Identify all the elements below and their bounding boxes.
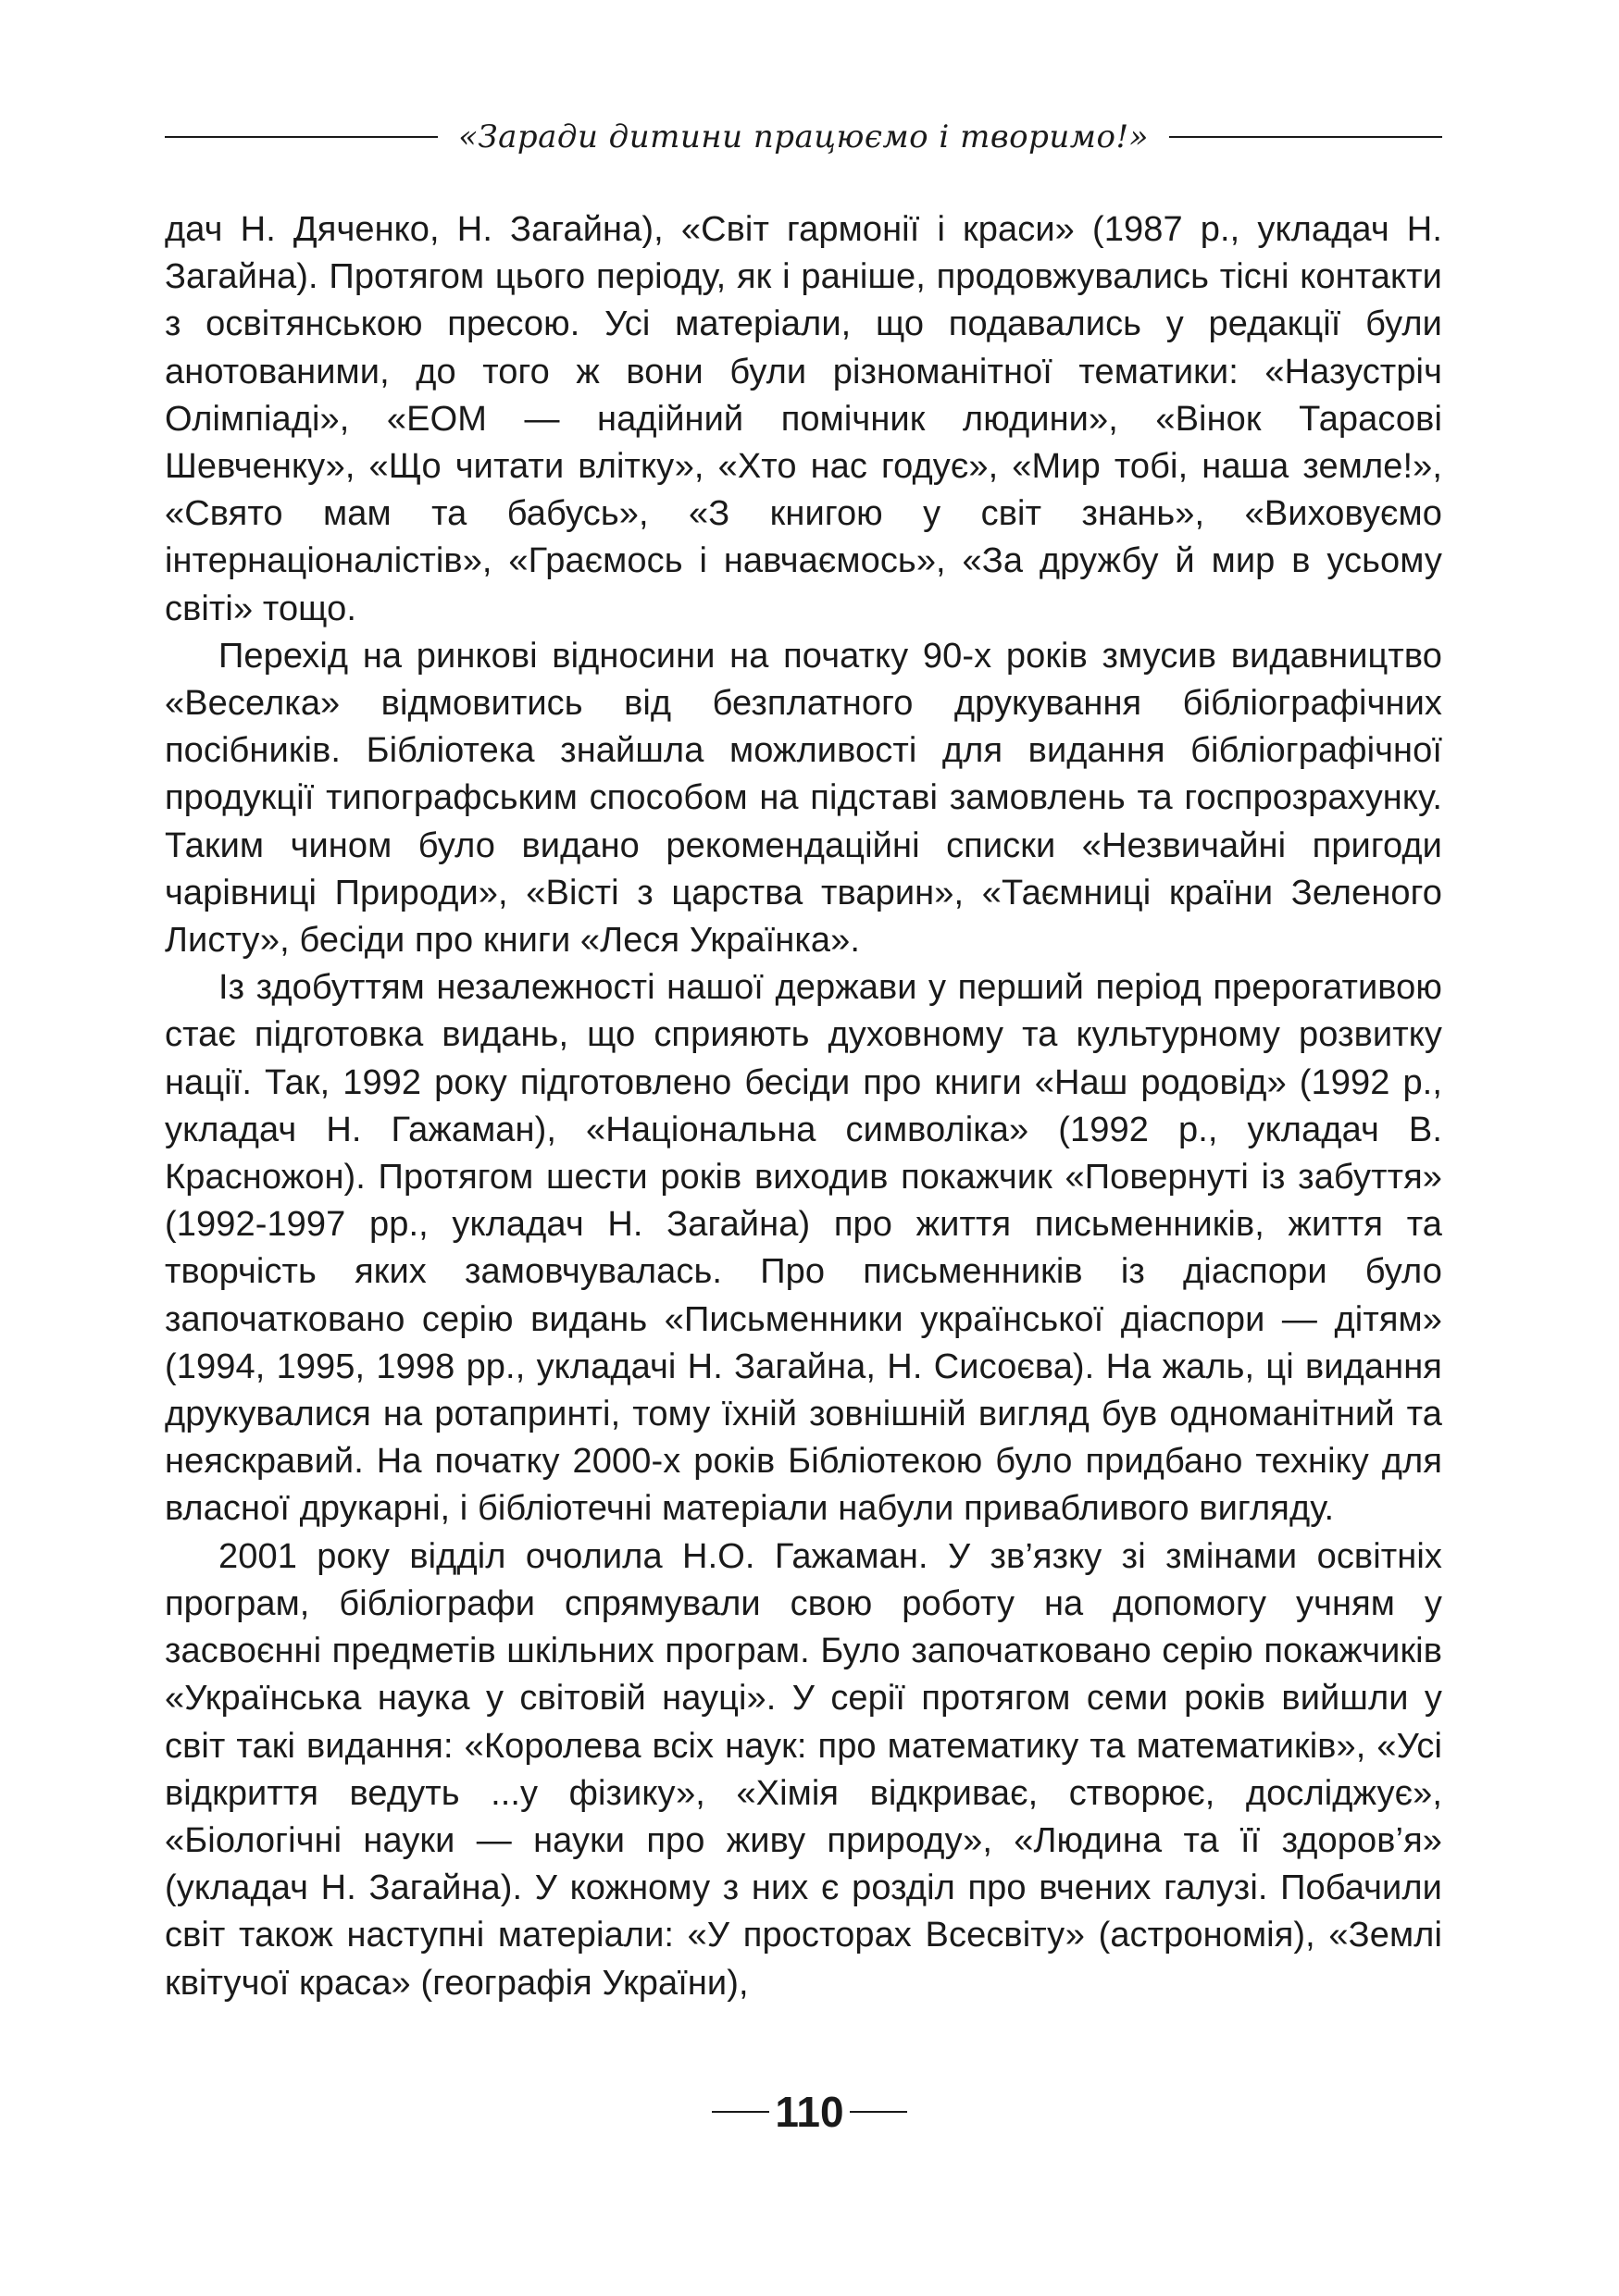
paragraph: Із здобуттям незалежності нашої держави у перший період прерогативою стає підготовка видань, що сприяють духовному та культурному розвитку нації. Так, 1992 року підготовлено бесіди про книги «Наш родовід» (1992 р., укладач Н. Гажаман), «Національна символіка» (1992 р., укладач В. Красножон). Протягом шести років виходив покажчик «Повернуті із забуття» (1992-1997 рр., укладач Н. Загайна) про життя письменників, життя та творчість яких замовчувалась. Про письменників із діаспори було започатковано серію видань «Письменники української діаспори — дітям» (1994, 1995, 1998 рр., укладачі Н. Загайна, Н. Сисоєва). На жаль, ці видання друкувалися на ротапринті, тому їхній зовнішній вигляд був одноманітний та неяскравий. На початку 2000-х років Бібліотекою було придбано техніку для власної друкарні, і бібліотечні матеріали набули привабливого вигляду. xyxy=(165,968,1442,1529)
body-text xyxy=(165,206,1442,2007)
running-head-rule-left xyxy=(165,136,438,138)
page-number-footer xyxy=(0,2084,1619,2140)
running-head-title: «Заради дитини працюємо і творимо!» xyxy=(458,118,1149,155)
page-number: 110 xyxy=(775,2088,844,2136)
paragraph: Перехід на ринкові відносини на початку 90-х років змусив видавництво «Веселка» відмовитись від безплатного друкування бібліографічних посібників. Бібліотека знайшла можливості для видання бібліографічної продукції типографським способом на підставі замовлень та госпрозрахунку. Таким чином було видано рекомендаційні списки «Незвичайні пригоди чарівниці Природи», «Вісті з царства тварин», «Таємниці країни Зеленого Листу», бесіди про книги «Леся Українка». xyxy=(165,636,1442,961)
folio-rule-left xyxy=(712,2111,769,2113)
paragraph: 2001 року відділ очолила Н.О. Гажаман. У зв’язку зі змінами освітніх програм, бібліографи спрямували свою роботу на допомогу учням у засвоєнні предметів шкільних програм. Було започатковано серію покажчиків «Українська наука у світовій науці». У серії протягом семи років вийшли у світ такі видання: «Королева всіх наук: про математику та математиків», «Усі відкриття ведуть ...у фізику», «Хімія відкриває, створює, досліджує», «Біологічні науки — науки про живу природу», «Людина та її здоров’я» (укладач Н. Загайна). У кожному з них є розділ про вчених галузі. Побачили світ також наступні матеріали: «У просторах Всесвіту» (астрономія), «Землі квітучої краса» (географія України), xyxy=(165,1536,1442,2003)
paragraph-continued: дач Н. Дяченко, Н. Загайна), «Світ гармонії і краси» (1987 р., укладач Н. Загайна). Протягом цього періоду, як і раніше, продовжувались тісні контакти з освітянською пресою. Усі матеріали, що подавались у редакції були анотованими, до того ж вони були різноманітної тематики: «Назустріч Олімпіаді», «ЕОМ — надійний помічник людини», «Вінок Тарасові Шевченку», «Що читати влітку», «Хто нас годує», «Мир тобі, наша земле!», «Свято мам та бабусь», «З книгою у світ знань», «Виховуємо інтернаціоналістів», «Граємось і навчаємось», «За дружбу й мир в усьому світі» тощо. xyxy=(165,210,1442,628)
running-head xyxy=(165,109,1442,165)
folio-rule-right xyxy=(850,2111,907,2113)
running-head-rule-right xyxy=(1169,136,1442,138)
